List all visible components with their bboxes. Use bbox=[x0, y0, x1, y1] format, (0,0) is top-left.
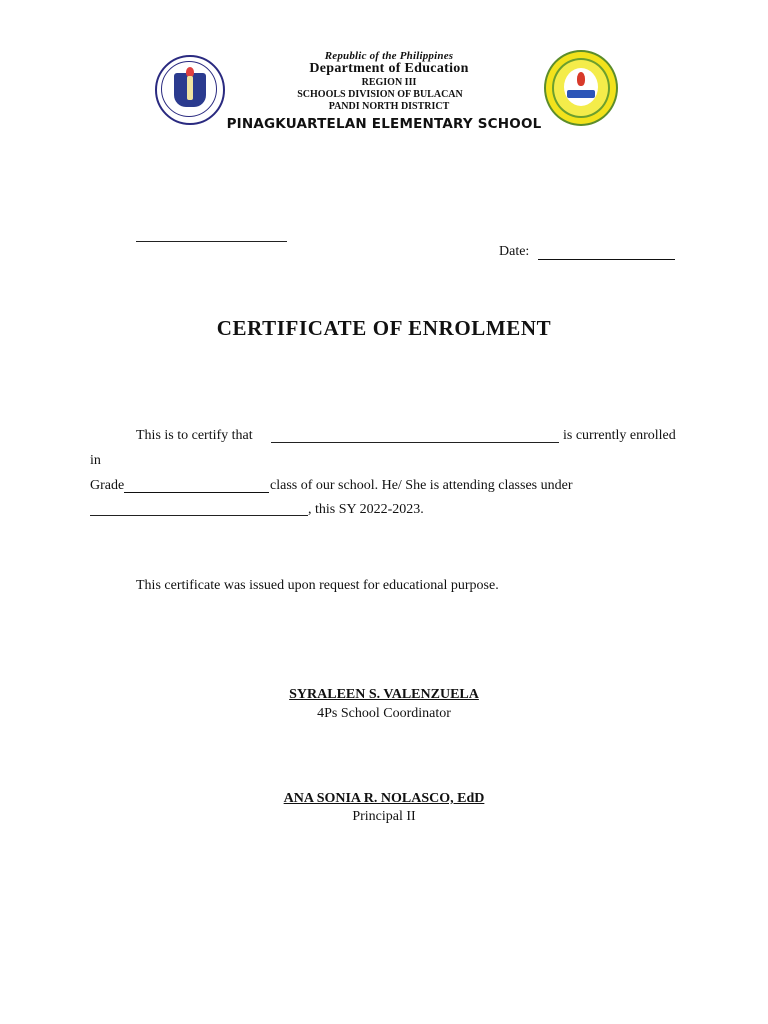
in-text: in bbox=[90, 453, 101, 468]
republic-heading: Republic of the Philippines bbox=[324, 50, 454, 62]
recipient-blank-line bbox=[136, 241, 287, 242]
purpose-text: This certificate was issued upon request for educational purpose. bbox=[136, 578, 499, 593]
coordinator-name: SYRALEEN S. VALENZUELA bbox=[289, 687, 479, 702]
department-heading: Department of Education bbox=[309, 61, 469, 76]
student-name-blank-line bbox=[271, 442, 559, 443]
adviser-blank-line bbox=[90, 515, 308, 516]
district-heading: PANDI NORTH DISTRICT bbox=[328, 101, 450, 112]
deped-seal-icon bbox=[155, 55, 225, 125]
certificate-title: CERTIFICATE OF ENROLMENT bbox=[216, 316, 552, 340]
region-heading: REGION III bbox=[361, 77, 417, 88]
coordinator-role: 4Ps School Coordinator bbox=[317, 706, 451, 721]
grade-blank-line bbox=[124, 492, 269, 493]
principal-role: Principal II bbox=[352, 809, 416, 824]
school-year-text: , this SY 2022-2023. bbox=[308, 502, 424, 517]
certify-text: This is to certify that bbox=[136, 428, 253, 443]
date-label: Date: bbox=[499, 244, 530, 259]
principal-name: ANA SONIA R. NOLASCO, EdD bbox=[283, 791, 485, 806]
grade-text: Grade bbox=[90, 478, 125, 493]
class-text: class of our school. He/ She is attending classes under bbox=[270, 478, 573, 493]
school-name: PINAGKUARTELAN ELEMENTARY SCHOOL bbox=[226, 116, 542, 132]
date-blank-line bbox=[538, 259, 675, 260]
division-heading: SCHOOLS DIVISION OF BULACAN bbox=[297, 89, 463, 100]
enrolled-text: is currently enrolled bbox=[563, 428, 676, 443]
school-seal-icon bbox=[544, 50, 618, 126]
